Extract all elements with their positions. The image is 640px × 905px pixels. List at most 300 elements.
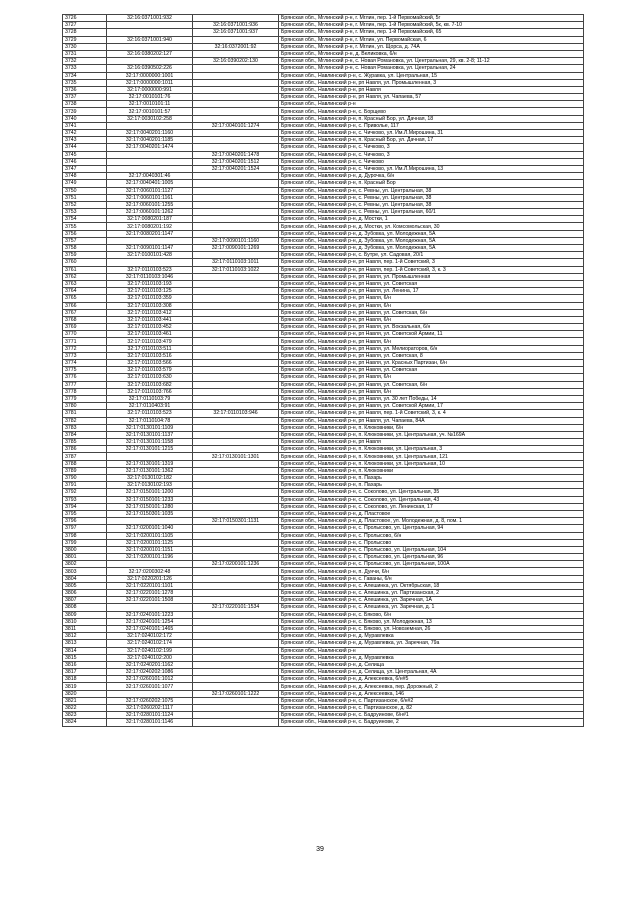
cadastral-number-cell: 32:16:0380202:127 [107, 50, 193, 57]
address-cell: Брянская обл., Навлинский р-н, д. Алексеевка, 6/н#5 [279, 676, 584, 683]
table-row [63, 439, 584, 446]
row-number-cell: 3743 [63, 137, 107, 144]
address-cell: Брянская обл., Навлинский р-н, рп Навля, ул. 30 лет Победы, 14 [279, 395, 584, 402]
address-cell: Брянская обл., Навлинский р-н, д. Зубовка, ул. Молодежная, 5А [279, 237, 584, 244]
cadastral-number-cell: 32:17:0060101:1262 [107, 209, 193, 216]
cadastral-number-cell [107, 43, 193, 50]
cadastral-number-alt-cell [193, 252, 279, 259]
cadastral-number-cell: 32:17:0040201:1160 [107, 130, 193, 137]
address-cell: Брянская обл., Навлинский р-н, п. Клюковники, 6/н [279, 424, 584, 431]
table-row [63, 661, 584, 668]
row-number-cell: 3730 [63, 43, 107, 50]
cadastral-number-cell: 32:17:0110104:78 [107, 417, 193, 424]
address-cell: Брянская обл., Навлинский р-н, рп Навля, ул. Вокзальная, 6/н [279, 324, 584, 331]
table-row [63, 86, 584, 93]
table-row [63, 266, 584, 273]
table-row [63, 151, 584, 158]
address-cell: Брянская обл., Мглинский р-н, д. Великовка, 6/н [279, 50, 584, 57]
address-cell: Брянская обл., Навлинский р-н, д. Селища [279, 661, 584, 668]
cadastral-number-cell [107, 29, 193, 36]
address-cell: Брянская обл., Навлинский р-н, рп Навля, ул. Мелиораторов, 6/н [279, 345, 584, 352]
address-cell: Брянская обл., Навлинский р-н, с. Чичково, ул. Им.Л.Мирошина, 13 [279, 165, 584, 172]
row-number-cell: 3817 [63, 669, 107, 676]
address-cell: Брянская обл., Навлинский р-н, с. Бяково, 6/н [279, 611, 584, 618]
cadastral-number-alt-cell [193, 316, 279, 323]
row-number-cell: 3780 [63, 403, 107, 410]
address-cell: Брянская обл., Навлинский р-н, рп Навля, ул. Советская, 8 [279, 352, 584, 359]
cadastral-number-cell: 32:17:0000000:1001 [107, 72, 193, 79]
cadastral-number-alt-cell [193, 532, 279, 539]
row-number-cell: 3754 [63, 216, 107, 223]
table-row [63, 108, 584, 115]
cadastral-number-cell: 32:17:0110103:193 [107, 280, 193, 287]
row-number-cell: 3782 [63, 417, 107, 424]
cadastral-number-alt-cell [193, 345, 279, 352]
row-number-cell: 3790 [63, 475, 107, 482]
row-number-cell: 3770 [63, 331, 107, 338]
row-number-cell: 3764 [63, 288, 107, 295]
cadastral-number-alt-cell [193, 288, 279, 295]
table-row [63, 417, 584, 424]
cadastral-number-alt-cell [193, 510, 279, 517]
table-row [63, 690, 584, 697]
cadastral-number-cell: 32:17:0110103:461 [107, 331, 193, 338]
table-row [63, 367, 584, 374]
cadastral-number-alt-cell [193, 280, 279, 287]
cadastral-number-cell: 32:17:0150301:1035 [107, 510, 193, 517]
cadastral-number-alt-cell [193, 575, 279, 582]
table-row [63, 496, 584, 503]
row-number-cell: 3771 [63, 338, 107, 345]
cadastral-number-alt-cell [193, 647, 279, 654]
cadastral-number-alt-cell [193, 403, 279, 410]
address-cell: Брянская обл., Навлинский р-н, с. Алешинка, ул. Заречная, д. 1 [279, 604, 584, 611]
cadastral-number-cell [107, 259, 193, 266]
cadastral-number-alt-cell [193, 554, 279, 561]
cadastral-number-cell: 32:17:0110103:359 [107, 295, 193, 302]
cadastral-number-alt-cell [193, 460, 279, 467]
table-row [63, 503, 584, 510]
table-row [63, 338, 584, 345]
cadastral-number-cell: 32:17:0080201:1147 [107, 230, 193, 237]
table-row [63, 245, 584, 252]
cadastral-number-alt-cell [193, 446, 279, 453]
address-cell: Брянская обл., Навлинский р-н, д. Алексеевка, 146 [279, 690, 584, 697]
cadastral-number-alt-cell [193, 590, 279, 597]
table-row [63, 144, 584, 151]
cadastral-number-cell [107, 122, 193, 129]
address-cell: Брянская обл., Навлинский р-н, д. Пластовое [279, 510, 584, 517]
cadastral-number-cell: 32:17:0130102:193 [107, 482, 193, 489]
cadastral-number-alt-cell [193, 669, 279, 676]
address-cell: Брянская обл., Навлинский р-н, с. Чичково, 3 [279, 151, 584, 158]
cadastral-number-alt-cell [193, 395, 279, 402]
cadastral-number-alt-cell [193, 611, 279, 618]
table-row [63, 669, 584, 676]
cadastral-number-alt-cell [193, 439, 279, 446]
cadastral-number-cell: 32:17:0200101:1125 [107, 539, 193, 546]
table-row [63, 130, 584, 137]
cadastral-number-cell: 32:17:0240102:199 [107, 647, 193, 654]
cadastral-number-cell [107, 690, 193, 697]
row-number-cell: 3816 [63, 661, 107, 668]
cadastral-number-cell: 32:17:0240101:1254 [107, 618, 193, 625]
cadastral-number-alt-cell [193, 568, 279, 575]
table-row [63, 654, 584, 661]
row-number-cell: 3765 [63, 295, 107, 302]
table-row [63, 352, 584, 359]
cadastral-number-alt-cell [193, 50, 279, 57]
row-number-cell: 3788 [63, 460, 107, 467]
address-cell: Брянская обл., Навлинский р-н, рп Навля, ул. Советской Армии, 17 [279, 403, 584, 410]
cadastral-number-cell: 32:17:0220101:1508 [107, 597, 193, 604]
cadastral-number-cell: 32:17:0220101:1278 [107, 590, 193, 597]
row-number-cell: 3759 [63, 252, 107, 259]
cadastral-number-alt-cell [193, 683, 279, 690]
address-cell: Брянская обл., Навлинский р-н, с. Чичково [279, 158, 584, 165]
row-number-cell: 3801 [63, 554, 107, 561]
row-number-cell: 3792 [63, 489, 107, 496]
row-number-cell: 3735 [63, 79, 107, 86]
cadastral-number-alt-cell: 32:17:0150301:1131 [193, 518, 279, 525]
cadastral-number-cell [107, 518, 193, 525]
table-row [63, 22, 584, 29]
address-cell: Брянская обл., Навлинский р-н, п. Клюковники [279, 467, 584, 474]
table-row [63, 374, 584, 381]
cadastral-number-alt-cell [193, 216, 279, 223]
row-number-cell: 3776 [63, 374, 107, 381]
address-cell: Брянская обл., Навлинский р-н, д. Муравлевка, ул. Заречная, 79а [279, 640, 584, 647]
table-row [63, 237, 584, 244]
table-row [63, 453, 584, 460]
address-cell: Брянская обл., Навлинский р-н, с. Пролысово [279, 539, 584, 546]
table-row [63, 381, 584, 388]
cadastral-number-alt-cell: 32:17:0090101:1160 [193, 237, 279, 244]
cadastral-number-cell: 32:17:0040401:1005 [107, 180, 193, 187]
address-cell: Брянская обл., Навлинский р-н, д. Мостки, 1 [279, 216, 584, 223]
cadastral-number-alt-cell [193, 331, 279, 338]
cadastral-number-alt-cell [193, 352, 279, 359]
table-row [63, 446, 584, 453]
cadastral-number-alt-cell: 32:17:0130101:1301 [193, 453, 279, 460]
cadastral-number-cell: 32:17:0220101:1101 [107, 582, 193, 589]
cadastral-number-alt-cell: 32:17:0110103:1011 [193, 259, 279, 266]
row-number-cell: 3824 [63, 719, 107, 726]
cadastral-number-alt-cell: 32:17:0110103:946 [193, 410, 279, 417]
cadastral-number-cell: 32:17:0150101:1233 [107, 496, 193, 503]
row-number-cell: 3732 [63, 58, 107, 65]
cadastral-number-cell: 32:17:0280101:1124 [107, 712, 193, 719]
row-number-cell: 3810 [63, 618, 107, 625]
row-number-cell: 3738 [63, 101, 107, 108]
row-number-cell: 3786 [63, 446, 107, 453]
table-row [63, 518, 584, 525]
cadastral-number-cell: 32:17:0130101:1362 [107, 467, 193, 474]
address-cell: Брянская обл., Навлинский р-н, д. Муравлевка [279, 654, 584, 661]
row-number-cell: 3795 [63, 510, 107, 517]
cadastral-number-cell: 32:17:0260101:1077 [107, 683, 193, 690]
table-row [63, 345, 584, 352]
cadastral-number-alt-cell [193, 79, 279, 86]
row-number-cell: 3794 [63, 503, 107, 510]
cadastral-number-cell: 32:17:0110103:412 [107, 309, 193, 316]
cadastral-number-cell: 32:17:0200302:48 [107, 568, 193, 575]
table-row [63, 223, 584, 230]
address-cell: Брянская обл., Мглинский р-н, с. Новая Романовка, ул. Центральная, 29, кв. 2-8; 11-12 [279, 58, 584, 65]
table-row [63, 604, 584, 611]
address-cell: Брянская обл., Навлинский р-н, рп Навля, ул. Советская, 6/н [279, 309, 584, 316]
address-cell: Брянская обл., Навлинский р-н, с. Партизанское, 6/н#2 [279, 697, 584, 704]
cadastral-number-cell [107, 158, 193, 165]
cadastral-number-alt-cell [193, 582, 279, 589]
cadastral-number-cell: 32:17:0080201:187 [107, 216, 193, 223]
row-number-cell: 3762 [63, 273, 107, 280]
row-number-cell: 3733 [63, 65, 107, 72]
row-number-cell: 3767 [63, 309, 107, 316]
page-number: 39 [316, 846, 324, 853]
cadastral-number-alt-cell [193, 640, 279, 647]
address-cell: Брянская обл., Навлинский р-н, с. Ревны, ул. Центральная, 38 [279, 187, 584, 194]
cadastral-number-cell: 32:16:0371001:940 [107, 36, 193, 43]
cadastral-number-alt-cell [193, 719, 279, 726]
cadastral-number-cell: 32:17:0040201:1185 [107, 137, 193, 144]
cadastral-number-alt-cell [193, 475, 279, 482]
row-number-cell: 3804 [63, 575, 107, 582]
row-number-cell: 3819 [63, 683, 107, 690]
cadastral-number-alt-cell [193, 360, 279, 367]
row-number-cell: 3821 [63, 697, 107, 704]
cadastral-number-alt-cell [193, 633, 279, 640]
cadastral-number-alt-cell [193, 482, 279, 489]
row-number-cell: 3812 [63, 633, 107, 640]
cadastral-number-cell: 32:17:0010101:76 [107, 94, 193, 101]
row-number-cell: 3793 [63, 496, 107, 503]
address-cell: Брянская обл., Навлинский р-н, д. Зубовка, ул. Молодежная, 5А [279, 230, 584, 237]
cadastral-number-alt-cell [193, 144, 279, 151]
row-number-cell: 3796 [63, 518, 107, 525]
cadastral-number-cell: 32:17:0010101:57 [107, 108, 193, 115]
cadastral-number-cell: 32:17:0110103:452 [107, 324, 193, 331]
table-row [63, 424, 584, 431]
cadastral-number-cell: 32:17:0110103:630 [107, 374, 193, 381]
row-number-cell: 3803 [63, 568, 107, 575]
row-number-cell: 3799 [63, 539, 107, 546]
address-cell: Брянская обл., Навлинский р-н, с. Пролысово, 6/н [279, 532, 584, 539]
cadastral-number-alt-cell [193, 654, 279, 661]
table-row [63, 122, 584, 129]
address-cell: Брянская обл., Навлинский р-н, д. Зубовка, ул. Молодежная, 5А [279, 245, 584, 252]
cadastral-number-alt-cell [193, 94, 279, 101]
cadastral-number-alt-cell [193, 65, 279, 72]
address-cell: Брянская обл., Навлинский р-н, рп Навля, ул. Советской Армии, 11 [279, 331, 584, 338]
table-row [63, 36, 584, 43]
address-cell: Брянская обл., Навлинский р-н, рп Навля, ул. Промышленная, 3 [279, 79, 584, 86]
address-cell: Брянская обл., Навлинский р-н, п. Клюковники, ул. Центральная, уч. №169А [279, 431, 584, 438]
address-cell: Брянская обл., Навлинский р-н, с. Ревны, ул. Центральная, 60/1 [279, 209, 584, 216]
table-row [63, 403, 584, 410]
cadastral-number-alt-cell [193, 697, 279, 704]
table-row [63, 640, 584, 647]
cadastral-number-cell: 32:17:0280101:1146 [107, 719, 193, 726]
row-number-cell: 3745 [63, 151, 107, 158]
cadastral-number-cell: 32:17:0150101:1200 [107, 489, 193, 496]
cadastral-number-alt-cell: 32:17:0040201:1512 [193, 158, 279, 165]
cadastral-number-alt-cell [193, 503, 279, 510]
cadastral-number-alt-cell [193, 180, 279, 187]
cadastral-number-cell: 32:17:0110103:1046 [107, 273, 193, 280]
address-cell: Брянская обл., Навлинский р-н, рп Навля, ул. Чапаева, 57 [279, 94, 584, 101]
table-row [63, 209, 584, 216]
table-row [63, 460, 584, 467]
table-row [63, 431, 584, 438]
address-cell: Брянская обл., Мглинский р-н, г. Мглин, ул. Первомайская, 6 [279, 36, 584, 43]
row-number-cell: 3779 [63, 395, 107, 402]
table-row [63, 309, 584, 316]
row-number-cell: 3791 [63, 482, 107, 489]
row-number-cell: 3749 [63, 180, 107, 187]
cadastral-number-cell: 32:17:0110103:523 [107, 410, 193, 417]
table-row [63, 50, 584, 57]
row-number-cell: 3737 [63, 94, 107, 101]
cadastral-number-alt-cell [193, 489, 279, 496]
row-number-cell: 3814 [63, 647, 107, 654]
cadastral-number-alt-cell [193, 546, 279, 553]
table-row [63, 187, 584, 194]
table-row [63, 719, 584, 726]
address-cell: Брянская обл., Навлинский р-н, с. Бадруинове, 6/н#1 [279, 712, 584, 719]
cadastral-number-alt-cell [193, 496, 279, 503]
cadastral-number-cell [107, 604, 193, 611]
registry-table [62, 14, 584, 727]
cadastral-number-alt-cell [193, 137, 279, 144]
table-row [63, 683, 584, 690]
address-cell: Брянская обл., Навлинский р-н, рп Навля, ул. Советская [279, 280, 584, 287]
row-number-cell: 3823 [63, 712, 107, 719]
cadastral-number-cell: 32:17:0040301:46 [107, 173, 193, 180]
row-number-cell: 3809 [63, 611, 107, 618]
cadastral-number-cell: 32:17:0110103:523 [107, 266, 193, 273]
table-row [63, 29, 584, 36]
cadastral-number-alt-cell [193, 525, 279, 532]
address-cell: Брянская обл., Навлинский р-н, с. Партизанское, д. 82 [279, 705, 584, 712]
address-cell: Брянская обл., Навлинский р-н, рп Навля, 6/н [279, 295, 584, 302]
cadastral-number-cell [107, 151, 193, 158]
table-row [63, 611, 584, 618]
table-row [63, 165, 584, 172]
row-number-cell: 3806 [63, 590, 107, 597]
table-row [63, 625, 584, 632]
table-row [63, 705, 584, 712]
row-number-cell: 3757 [63, 237, 107, 244]
address-cell: Брянская обл., Навлинский р-н, д. Алексеевка, пер. Дорожный, 2 [279, 683, 584, 690]
cadastral-number-cell: 32:17:0110103:516 [107, 352, 193, 359]
cadastral-number-alt-cell [193, 539, 279, 546]
address-cell: Брянская обл., Навлинский р-н, с. Пролысово, ул. Центральная, 104 [279, 546, 584, 553]
table-row [63, 482, 584, 489]
cadastral-number-cell: 32:17:0110103:479 [107, 338, 193, 345]
address-cell: Брянская обл., Навлинский р-н, с. Пролысово, ул. Центральная, 96 [279, 554, 584, 561]
table-row [63, 510, 584, 517]
table-row [63, 230, 584, 237]
address-cell: Брянская обл., Навлинский р-н, с. Ревны, ул. Центральная, 38 [279, 201, 584, 208]
cadastral-number-cell [107, 237, 193, 244]
cadastral-number-alt-cell [193, 324, 279, 331]
cadastral-number-alt-cell: 32:16:0371001:937 [193, 29, 279, 36]
cadastral-number-alt-cell: 32:16:0390202:130 [193, 58, 279, 65]
cadastral-number-alt-cell [193, 273, 279, 280]
row-number-cell: 3774 [63, 360, 107, 367]
cadastral-number-alt-cell [193, 367, 279, 374]
cadastral-number-cell: 32:17:0110103:766 [107, 388, 193, 395]
table-row [63, 582, 584, 589]
table-row [63, 216, 584, 223]
row-number-cell: 3813 [63, 640, 107, 647]
row-number-cell: 3726 [63, 15, 107, 22]
table-row [63, 467, 584, 474]
cadastral-number-cell: 32:17:0220201:126 [107, 575, 193, 582]
cadastral-number-alt-cell [193, 467, 279, 474]
address-cell: Брянская обл., Навлинский р-н, рп Навля, 6/н [279, 388, 584, 395]
row-number-cell: 3744 [63, 144, 107, 151]
cadastral-number-cell: 32:17:0240101:1465 [107, 625, 193, 632]
cadastral-number-alt-cell [193, 338, 279, 345]
table-row [63, 94, 584, 101]
address-cell: Брянская обл., Навлинский р-н, рп Навля, 6/н [279, 374, 584, 381]
table-row [63, 539, 584, 546]
row-number-cell: 3728 [63, 29, 107, 36]
cadastral-number-cell: 32:17:0130101:1109 [107, 424, 193, 431]
table-row [63, 712, 584, 719]
cadastral-number-alt-cell [193, 230, 279, 237]
cadastral-number-alt-cell [193, 597, 279, 604]
address-cell: Брянская обл., Навлинский р-н, п. Дунчи, 6/н [279, 568, 584, 575]
address-cell: Брянская обл., Навлинский р-н, с. Бяково, ул. Молодежная, 13 [279, 618, 584, 625]
row-number-cell: 3753 [63, 209, 107, 216]
row-number-cell: 3768 [63, 316, 107, 323]
cadastral-number-alt-cell: 32:16:0372001:92 [193, 43, 279, 50]
row-number-cell: 3760 [63, 259, 107, 266]
cadastral-number-cell: 32:17:0110103:682 [107, 381, 193, 388]
cadastral-number-alt-cell [193, 130, 279, 137]
table-row [63, 697, 584, 704]
cadastral-number-alt-cell [193, 712, 279, 719]
cadastral-number-alt-cell: 32:17:0040101:1274 [193, 122, 279, 129]
cadastral-number-alt-cell [193, 36, 279, 43]
row-number-cell: 3818 [63, 676, 107, 683]
cadastral-number-alt-cell [193, 302, 279, 309]
cadastral-number-alt-cell [193, 72, 279, 79]
cadastral-number-cell [107, 453, 193, 460]
address-cell: Брянская обл., Навлинский р-н, с. Пролысово, ул. Центральная, 94 [279, 525, 584, 532]
row-number-cell: 3807 [63, 597, 107, 604]
table-row [63, 324, 584, 331]
cadastral-number-cell: 32:17:0100101:428 [107, 252, 193, 259]
row-number-cell: 3750 [63, 187, 107, 194]
row-number-cell: 3805 [63, 582, 107, 589]
address-cell: Брянская обл., Навлинский р-н, п. Клюковники, ул. Центральная, 3 [279, 446, 584, 453]
cadastral-number-cell: 32:17:0040201:1474 [107, 144, 193, 151]
cadastral-number-cell: 32:17:0130101:1137 [107, 431, 193, 438]
row-number-cell: 3808 [63, 604, 107, 611]
table-row [63, 137, 584, 144]
cadastral-number-cell: 32:17:0260101:1012 [107, 676, 193, 683]
cadastral-number-cell: 32:17:0240201:1162 [107, 661, 193, 668]
address-cell: Брянская обл., Навлинский р-н, п. Красный Бор, ул. Дачная, 18 [279, 115, 584, 122]
address-cell: Брянская обл., Навлинский р-н, с. Алешинка, ул. Октябрьская, 18 [279, 582, 584, 589]
cadastral-number-alt-cell [193, 309, 279, 316]
cadastral-number-alt-cell [193, 431, 279, 438]
cadastral-number-alt-cell [193, 101, 279, 108]
